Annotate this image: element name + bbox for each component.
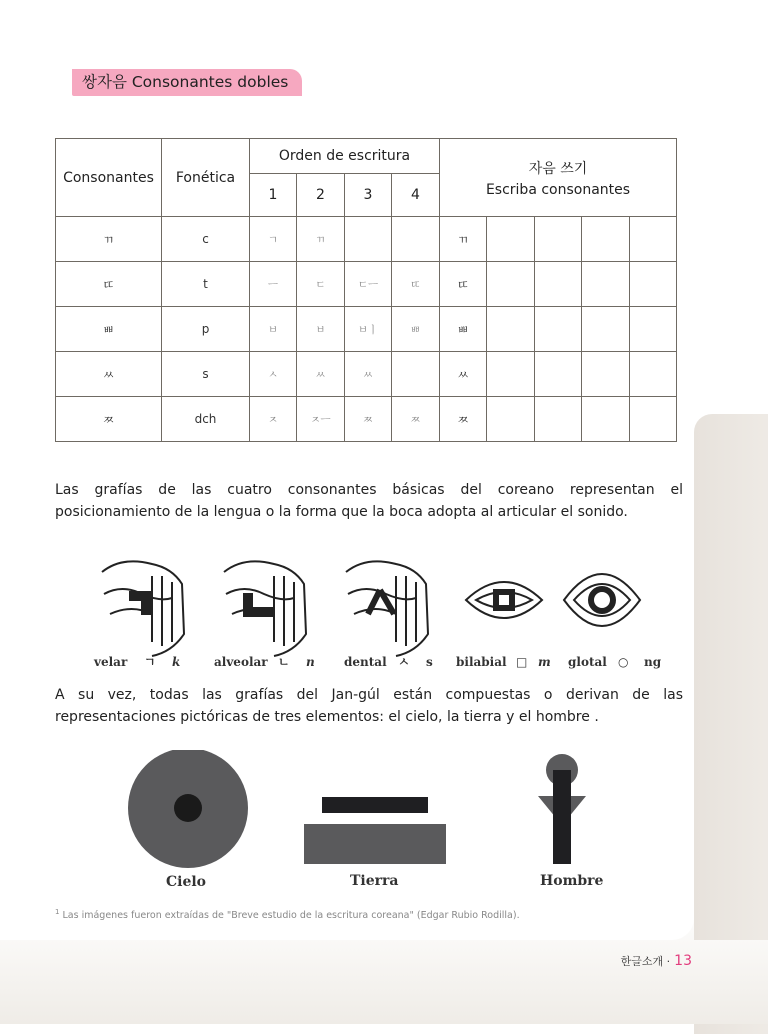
practice-cell[interactable] [582, 217, 630, 262]
page-number: 13 [674, 953, 692, 969]
label-velar: velar [94, 655, 128, 669]
stroke-step-cell [392, 217, 440, 262]
stroke-step-cell: ㅂㅣ [345, 307, 392, 352]
consonant-cell: ㅆ [56, 352, 162, 397]
writing-sample-cell: ㄲ [440, 217, 487, 262]
header-escriba-es: Escriba consonantes [485, 181, 631, 198]
stroke-step-cell: ㅂ [297, 307, 345, 352]
stroke-step-cell: ㅂ [250, 307, 297, 352]
practice-cell[interactable] [535, 307, 582, 352]
stroke-step-cell: ㄱ [250, 217, 297, 262]
practice-cell[interactable] [487, 352, 535, 397]
table-row [56, 262, 677, 307]
practice-cell[interactable] [630, 352, 677, 397]
practice-cell[interactable] [582, 307, 630, 352]
consonant-cell: ㅃ [56, 307, 162, 352]
stroke-step-cell: ㅆ [297, 352, 345, 397]
paragraph-three-elements: A su vez, todas las grafías del Jan-gúl están compuestas o derivan de las representaciones pictóricas de tres elementos: el cielo, la tierra y el hombre . [55, 687, 683, 725]
header-step: 2 [297, 174, 345, 217]
stroke-step-cell: ㅃ [392, 307, 440, 352]
stroke-step-cell [345, 217, 392, 262]
label-bilabial-rom: m [538, 655, 551, 669]
stroke-step-cell: ㅅ [250, 352, 297, 397]
stroke-step-cell: ㅈㅡ [297, 397, 345, 442]
bilabial-mouth-icon [466, 582, 542, 618]
phonetic-cell: t [162, 262, 250, 307]
label-glotal-rom: ng [644, 655, 662, 669]
stroke-step-cell: ㄲ [297, 217, 345, 262]
practice-cell[interactable] [582, 262, 630, 307]
articulation-illustration [92, 554, 672, 674]
header-escriba [440, 139, 677, 217]
writing-sample-cell: ㄸ [440, 262, 487, 307]
writing-sample-cell: ㅃ [440, 307, 487, 352]
header-step: 4 [392, 174, 440, 217]
header-step: 3 [345, 174, 392, 217]
alveolar-head-icon [224, 561, 306, 656]
phonetic-cell: p [162, 307, 250, 352]
consonant-cell: ㅉ [56, 397, 162, 442]
label-bilabial: bilabial [456, 655, 507, 669]
table-row [56, 217, 677, 262]
caption-tierra: Tierra [350, 873, 399, 889]
dental-head-icon [346, 561, 428, 656]
caption-hombre: Hombre [540, 873, 604, 889]
practice-cell[interactable] [487, 262, 535, 307]
practice-cell[interactable] [630, 262, 677, 307]
footer-section-label: 한글소개 · [620, 955, 671, 968]
practice-cell[interactable] [487, 217, 535, 262]
label-dental: dental [344, 655, 387, 669]
stroke-step-cell: ㅈ [250, 397, 297, 442]
consonant-cell: ㄸ [56, 262, 162, 307]
label-dental-rom: s [426, 655, 433, 669]
stroke-step-cell [392, 352, 440, 397]
practice-cell[interactable] [582, 397, 630, 442]
footnote-text: Las imágenes fueron extraídas de "Breve estudio de la escritura coreana" (Edgar Rubio Rodilla). [62, 910, 520, 922]
practice-cell[interactable] [630, 217, 677, 262]
label-velar-rom: k [172, 655, 181, 669]
header-escriba-ko: 자음 쓰기 [528, 160, 588, 177]
label-dental-jamo: ㅅ [398, 655, 410, 669]
caption-cielo: Cielo [166, 874, 207, 890]
consonant-table [55, 138, 677, 442]
velar-head-icon [102, 561, 184, 656]
consonant-cell: ㄲ [56, 217, 162, 262]
stroke-step-cell: ㄸ [392, 262, 440, 307]
header-fonetica: Fonética [162, 139, 250, 217]
phonetic-cell: s [162, 352, 250, 397]
label-glotal-jamo: ○ [618, 655, 629, 669]
footnote-mark: 1 [55, 908, 60, 916]
table-row [56, 352, 677, 397]
practice-cell[interactable] [535, 262, 582, 307]
practice-cell[interactable] [535, 217, 582, 262]
stroke-step-cell: ㅉ [345, 397, 392, 442]
label-glotal: glotal [568, 655, 607, 669]
header-step: 1 [250, 174, 297, 217]
phonetic-cell: dch [162, 397, 250, 442]
stroke-step-cell: ㅡ [250, 262, 297, 307]
writing-sample-cell: ㅆ [440, 352, 487, 397]
man-figure-icon [538, 754, 586, 864]
writing-sample-cell: ㅉ [440, 397, 487, 442]
section-title: 쌍자음 Consonantes dobles [72, 69, 302, 96]
header-orden: Orden de escritura [250, 139, 440, 174]
practice-cell[interactable] [630, 307, 677, 352]
label-velar-jamo: ㄱ [144, 655, 156, 669]
table-row [56, 307, 677, 352]
glottal-mouth-icon [564, 574, 640, 626]
practice-cell[interactable] [535, 397, 582, 442]
label-alveolar: alveolar [214, 655, 268, 669]
page-footer [621, 953, 692, 969]
footnote [55, 908, 675, 921]
stroke-step-cell: ㅆ [345, 352, 392, 397]
phonetic-cell: c [162, 217, 250, 262]
earth-bars-icon [304, 797, 446, 864]
practice-cell[interactable] [487, 397, 535, 442]
paragraph-consonant-graphs: Las grafías de las cuatro consonantes básicas del coreano representan el posicionamiento de la lengua o la forma que la boca adopta al articular el sonido. [55, 482, 683, 520]
stroke-step-cell: ㄷ [297, 262, 345, 307]
sky-circle-icon [128, 750, 248, 868]
label-alveolar-jamo: ㄴ [278, 655, 290, 669]
label-alveolar-rom: n [306, 655, 315, 669]
stroke-step-cell: ㅉ [392, 397, 440, 442]
practice-cell[interactable] [630, 397, 677, 442]
label-bilabial-jamo: □ [516, 655, 528, 669]
header-consonantes: Consonantes [56, 139, 162, 217]
practice-cell[interactable] [487, 307, 535, 352]
stroke-step-cell: ㄷㅡ [345, 262, 392, 307]
practice-cell[interactable] [582, 352, 630, 397]
practice-cell[interactable] [535, 352, 582, 397]
table-row [56, 397, 677, 442]
